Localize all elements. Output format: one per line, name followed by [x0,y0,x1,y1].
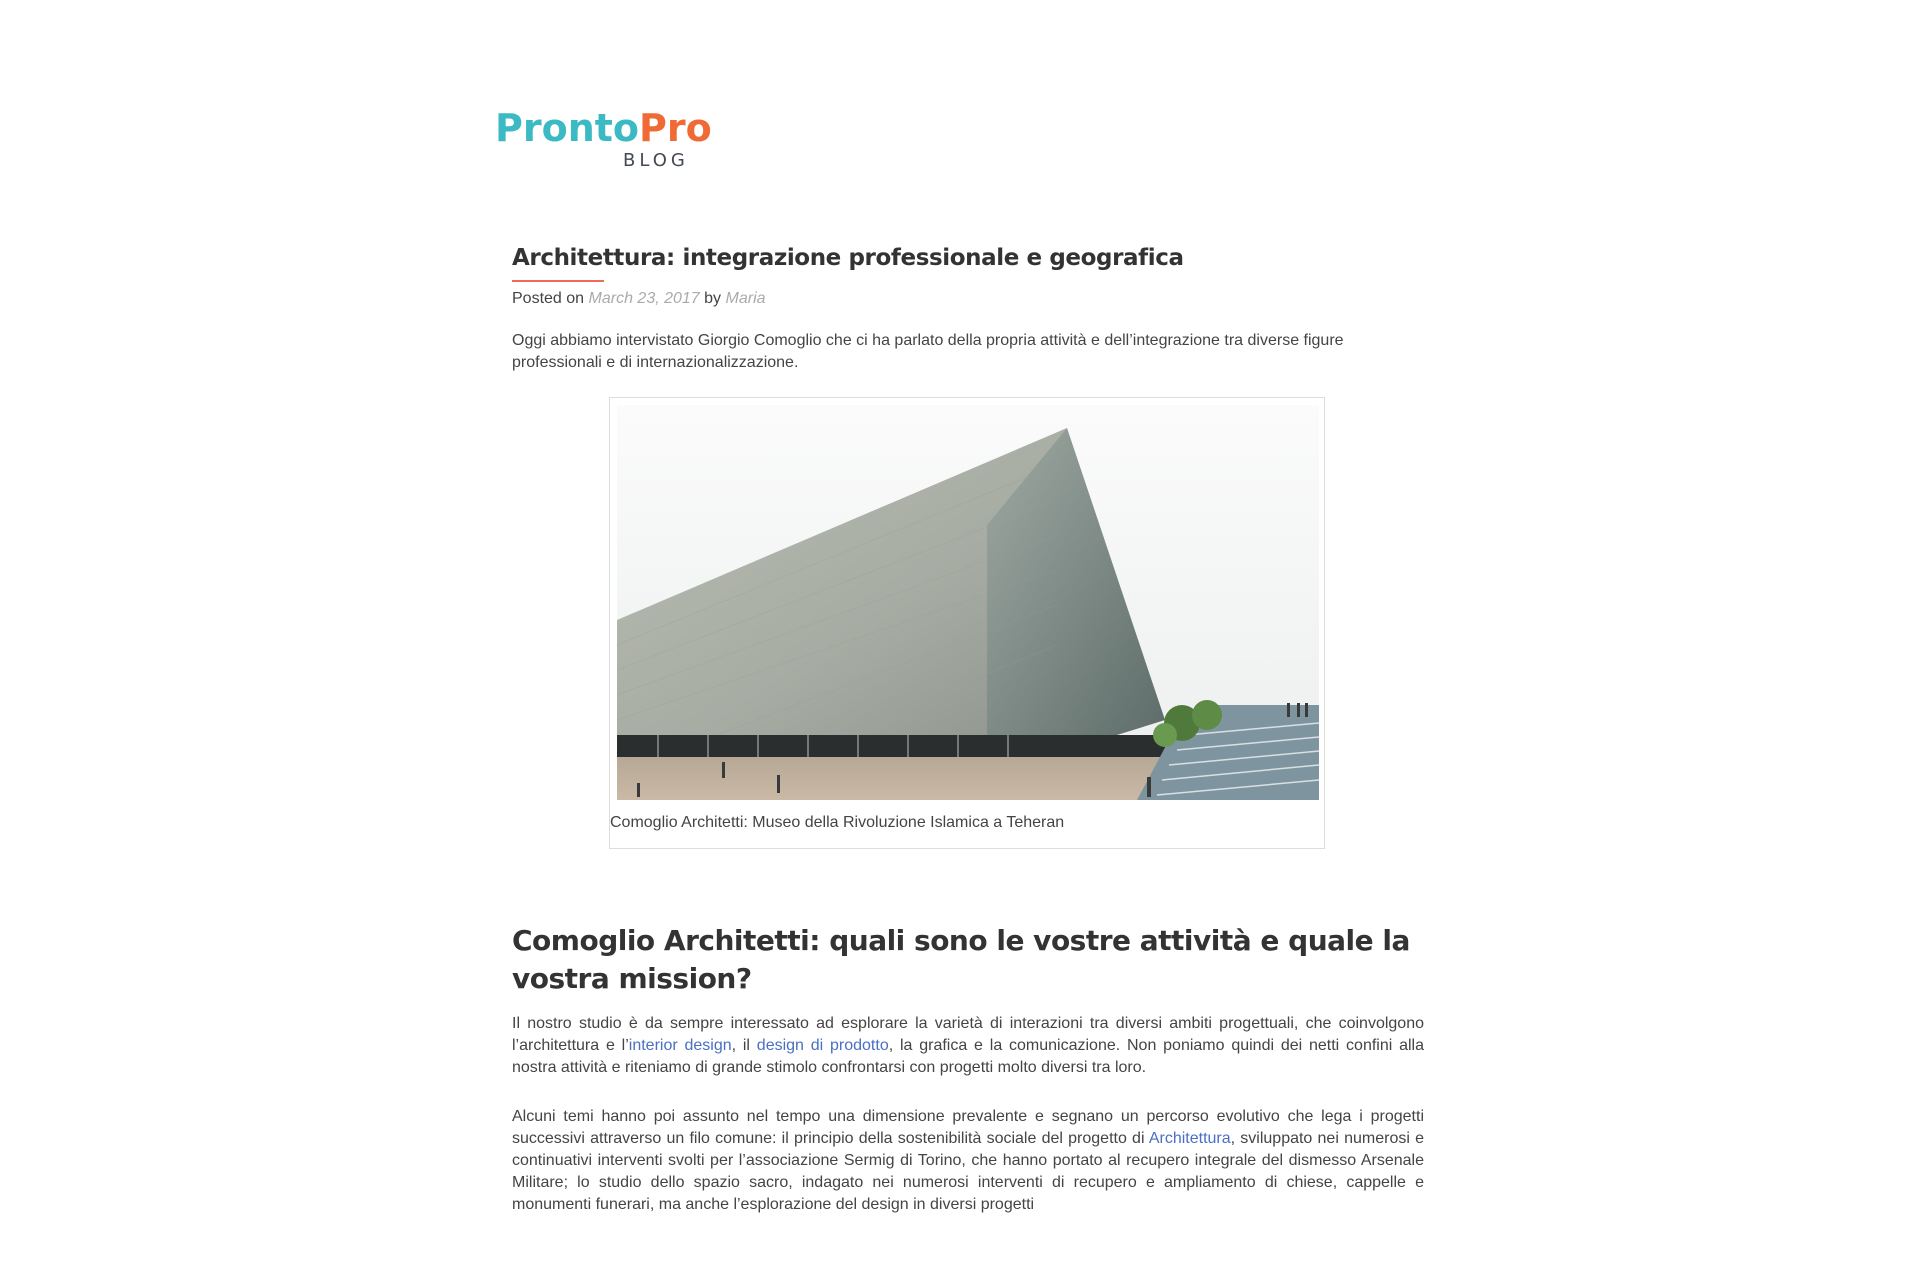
interior-design-link[interactable]: interior design [628,1037,732,1054]
post-date-link[interactable]: March 23, 2017 [588,290,700,307]
posted-on-label: Posted on [512,290,585,307]
para1-text-3: , la grafica e la comunicazione. Non poniamo quindi dei netti confini alla nostra attività e riteniamo di grande stimolo confrontarsi con progetti molto diversi tra loro. [512,1037,1424,1076]
by-label: by [704,290,722,307]
figure-caption: Comoglio Architetti: Museo della Rivoluzione Islamica a Teheran [610,814,1065,831]
title-underline [512,280,604,282]
section-heading: Comoglio Architetti: quali sono le vostre attività e quale la vostra mission? [512,924,1410,995]
figure [609,397,1325,849]
article-header [512,244,1424,374]
post-title[interactable]: Architettura: integrazione professionale e geografica [512,245,1184,271]
intro-paragraph: Oggi abbiamo intervistato Giorgio Comoglio che ci ha parlato della propria attività e dell’integrazione tra diverse figure professionali e di internazionalizzazione. [512,332,1344,371]
body-paragraph-1 [512,1013,1424,1079]
logo-pronto: Pronto [495,106,640,150]
author-link[interactable]: Maria [725,290,766,307]
architettura-link[interactable]: Architettura [1148,1130,1231,1147]
logo-wordmark [495,108,712,148]
logo-blog-label: BLOG [623,150,689,171]
para1-text-2: , il [731,1037,757,1054]
post-meta [512,288,1424,310]
logo-pro: Pro [639,106,712,150]
body-paragraph-2 [512,1106,1424,1216]
design-di-prodotto-link[interactable]: design di prodotto [756,1037,889,1054]
para2-text-1: Alcuni temi hanno poi assunto nel tempo una dimensione prevalente e segnano un percorso evolutivo che lega i progetti successivi attraverso un filo comune: il principio della sostenibilità sociale del progetto di [512,1108,1424,1147]
prontopro-blog-logo[interactable] [495,106,712,172]
museum-image [617,405,1319,800]
para2-text-2: , sviluppato nei numerosi e continuativi interventi svolti per l’associazione Sermig di Torino, che hanno portato al recupero integrale del dismesso Arsenale Militare; lo studio dello spazio sacro, indagato nei numerosi interventi di recupero e ampliamento di chiese, cappelle e monumenti funerari, ma anche l’esplorazione del design in diversi progetti [512,1130,1424,1213]
para1-text-1: Il nostro studio è da sempre interessato ad esplorare la varietà di interazioni tra diversi ambiti progettuali, che coinvolgono l’architettura e l’ [512,1015,1424,1054]
